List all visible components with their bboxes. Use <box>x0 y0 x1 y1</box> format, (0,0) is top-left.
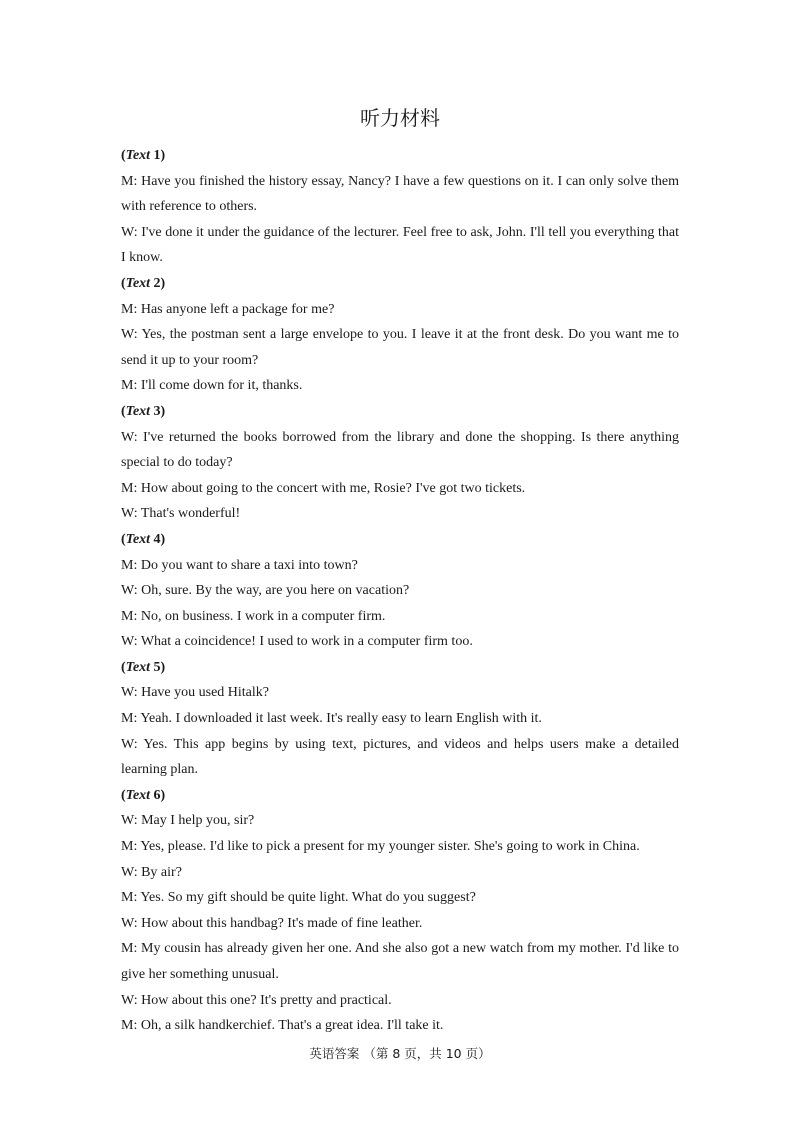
section-number: 4 <box>153 531 161 547</box>
section-label: Text <box>125 403 151 419</box>
dialogue-line: M: My cousin has already given her one. And she also got a new watch from my mother. I'd like to give her something unusual. <box>121 941 679 982</box>
dialogue-line: W: Have you used Hitalk? <box>121 685 269 701</box>
section-heading: (Text 2) <box>121 275 166 291</box>
dialogue-line: W: How about this one? It's pretty and practical. <box>121 992 392 1008</box>
section-heading: (Text 1) <box>121 148 166 163</box>
dialogue-line: W: What a coincidence! I used to work in a computer firm too. <box>121 634 473 650</box>
dialogue-line: W: Yes, the postman sent a large envelope to you. I leave it at the front desk. Do you want me to send it up to your room? <box>121 327 679 368</box>
section-heading: (Text 3) <box>121 403 166 419</box>
section-label: Text <box>125 148 151 163</box>
dialogue-line: M: Have you finished the history essay, Nancy? I have a few questions on it. I can only solve them with reference to others. <box>121 173 679 215</box>
dialogue-line: W: Yes. This app begins by using text, pictures, and videos and helps users make a detailed learning plan. <box>121 736 679 778</box>
section-number: 5 <box>153 659 161 675</box>
section-number: 3 <box>153 403 161 419</box>
section-number: 2 <box>153 275 161 291</box>
page-footer: 英语答案 （第 8 页，共 10 页） <box>309 1046 491 1061</box>
listening-transcript <box>121 143 679 1039</box>
dialogue-line: W: How about this handbag? It's made of fine leather. <box>121 915 423 931</box>
dialogue-line: M: Yes, please. I'd like to pick a present for my younger sister. She's going to work in China. <box>121 839 640 855</box>
dialogue-line: W: By air? <box>121 864 182 880</box>
dialogue-line: M: Oh, a silk handkerchief. That's a great idea. I'll take it. <box>121 1018 444 1034</box>
section-label: Text <box>125 787 151 803</box>
dialogue-line: W: May I help you, sir? <box>121 813 255 829</box>
dialogue-line: M: No, on business. I work in a computer firm. <box>121 608 386 624</box>
section-heading: (Text 5) <box>121 659 166 675</box>
section-number: 6 <box>153 787 161 803</box>
dialogue-line: M: Do you want to share a taxi into town? <box>121 557 358 573</box>
dialogue-line: M: Yes. So my gift should be quite light. What do you suggest? <box>121 890 476 906</box>
dialogue-line: W: I've returned the books borrowed from the library and done the shopping. Is there anything special to do today? <box>121 429 679 471</box>
dialogue-line: M: Has anyone left a package for me? <box>121 301 335 317</box>
section-number: 1 <box>153 148 161 163</box>
section-heading: (Text 6) <box>121 787 166 803</box>
section-heading: (Text 4) <box>121 531 166 547</box>
section-label: Text <box>125 531 151 547</box>
dialogue-line: M: I'll come down for it, thanks. <box>121 378 303 394</box>
dialogue-line: M: Yeah. I downloaded it last week. It's really easy to learn English with it. <box>121 711 542 727</box>
section-label: Text <box>125 659 151 675</box>
page-title: 听力材料 <box>360 106 440 130</box>
dialogue-line: W: Oh, sure. By the way, are you here on vacation? <box>121 583 410 599</box>
dialogue-line: W: That's wonderful! <box>121 506 241 522</box>
dialogue-line: W: I've done it under the guidance of the lecturer. Feel free to ask, John. I'll tell you everything that I know. <box>121 224 679 266</box>
dialogue-line: M: How about going to the concert with me, Rosie? I've got two tickets. <box>121 480 526 496</box>
section-label: Text <box>125 275 151 291</box>
